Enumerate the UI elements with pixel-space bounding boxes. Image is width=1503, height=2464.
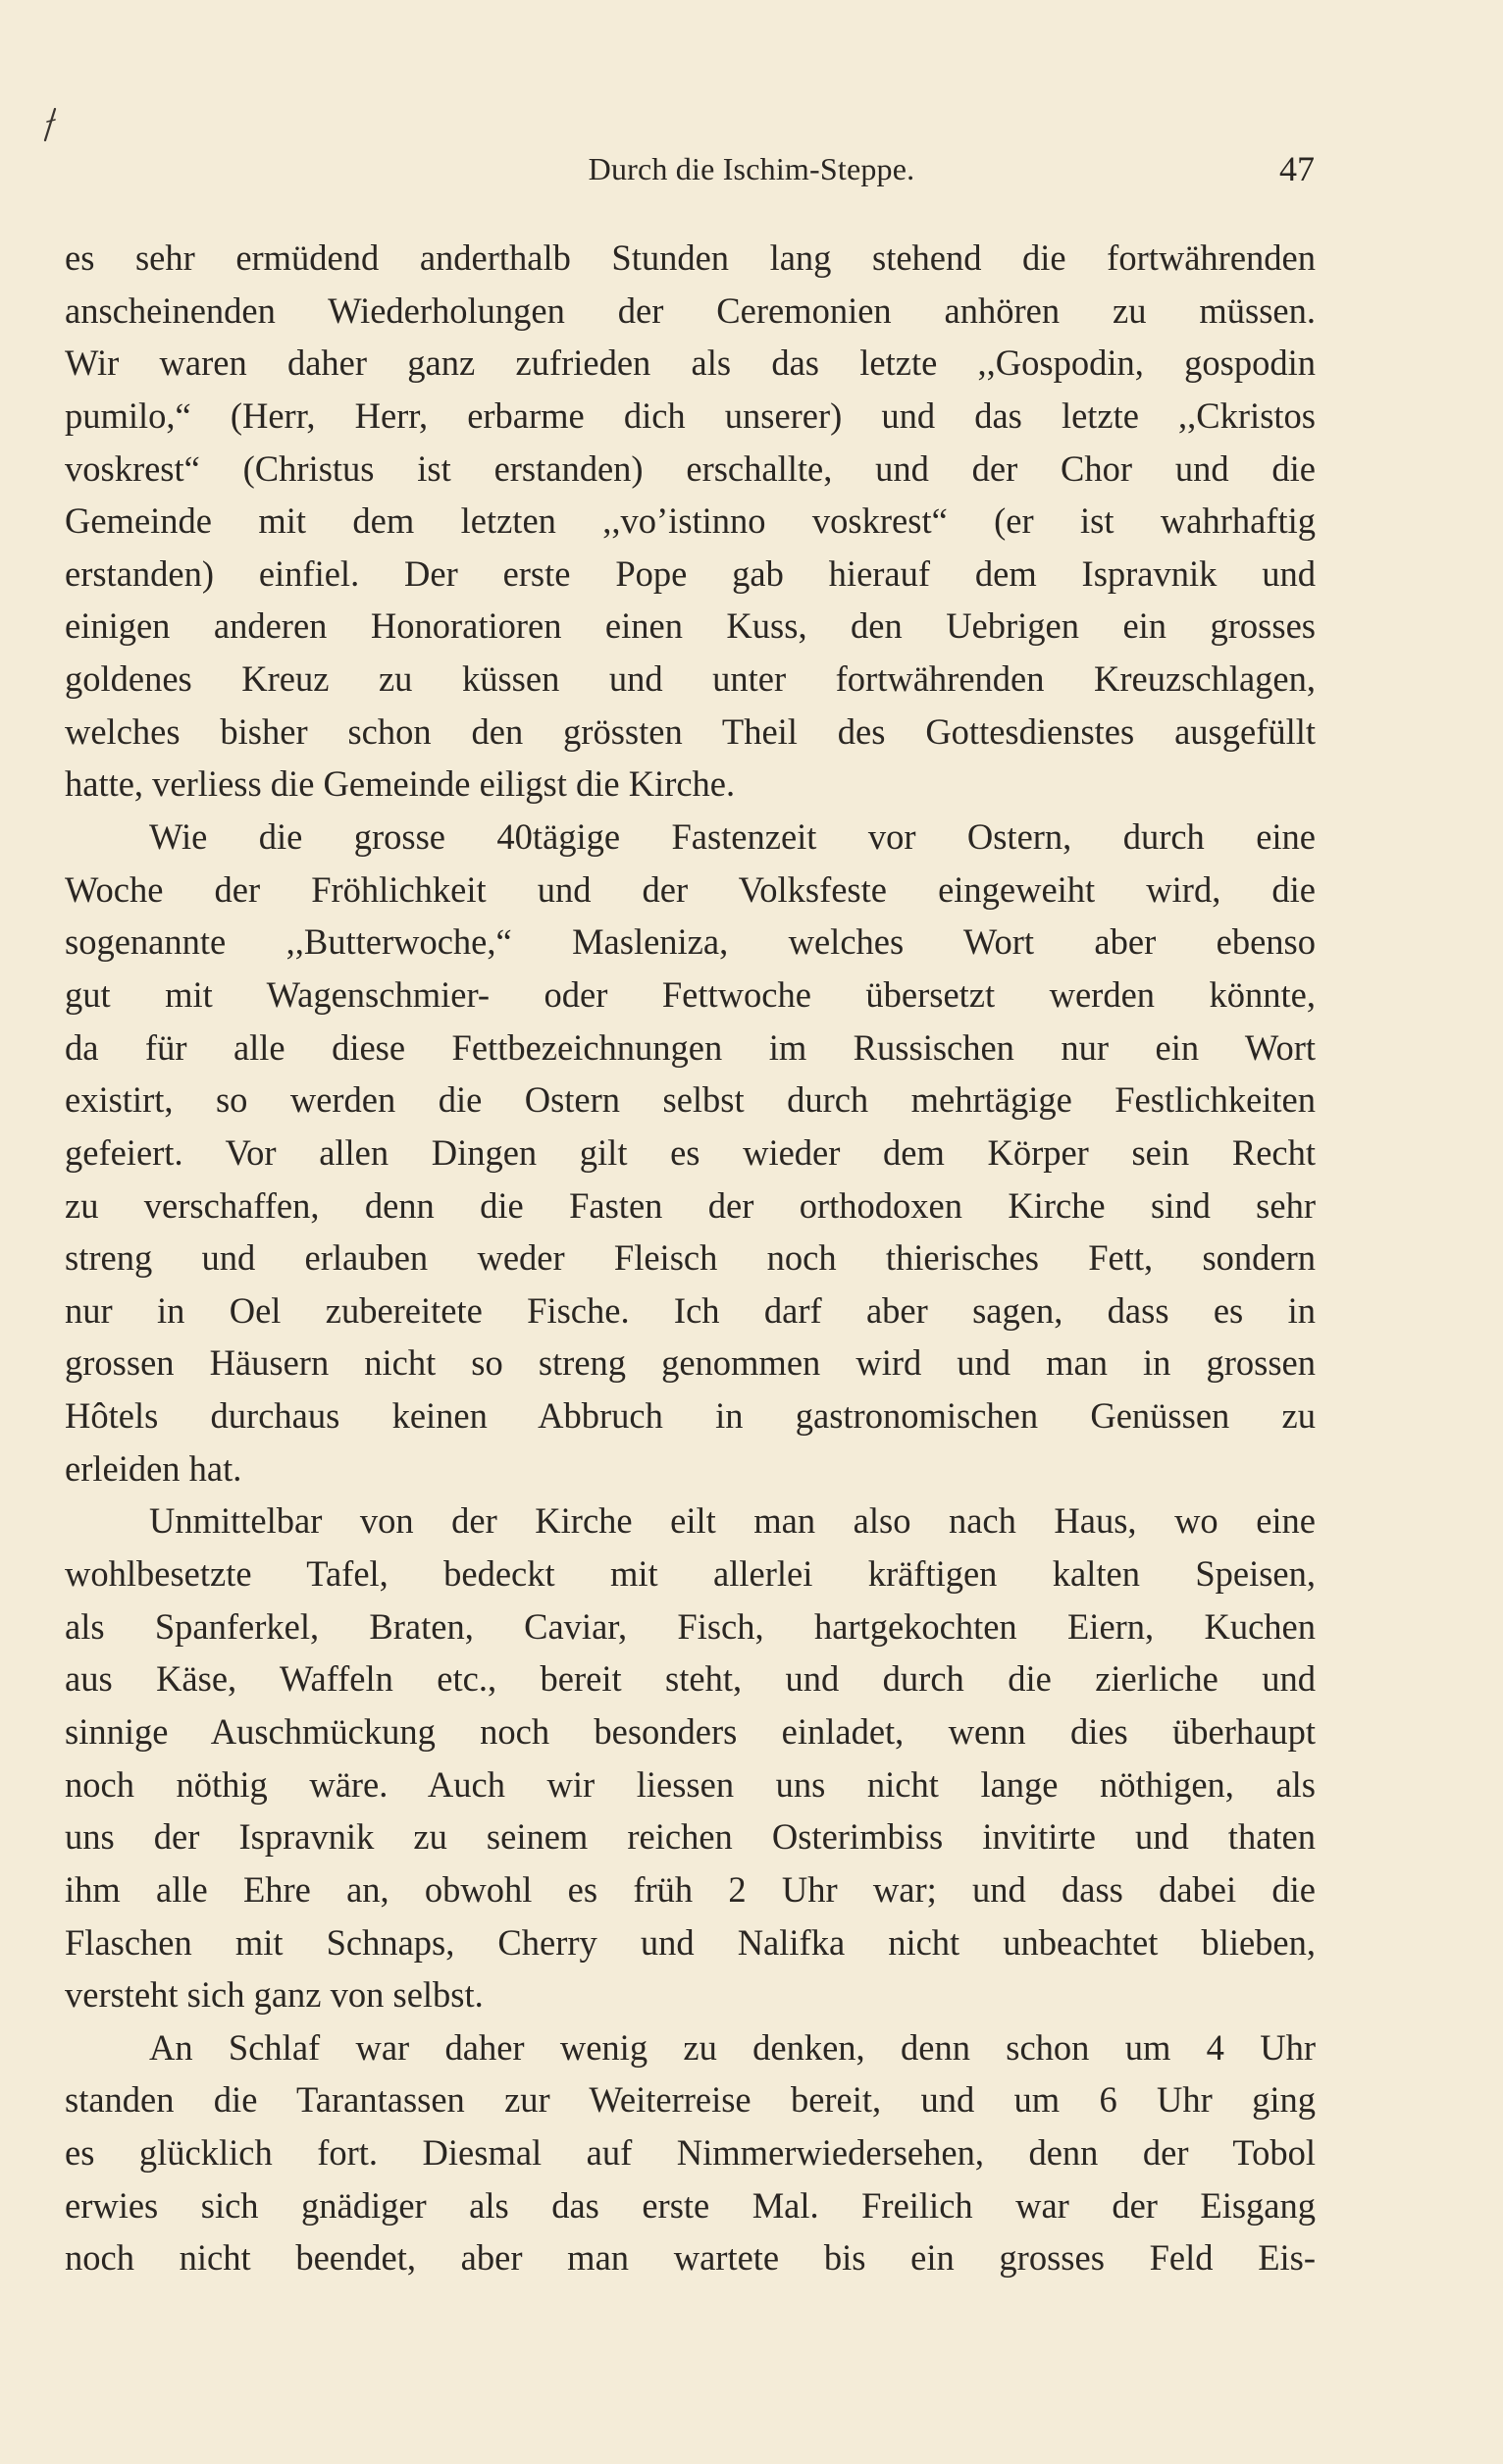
text-line: grossen Häusern nicht so streng genommen wird und man in grossen [65,1342,1316,1384]
text-line: es glücklich fort. Diesmal auf Nimmerwiedersehen, denn der Tobol [65,2132,1316,2174]
paragraph [65,232,1316,811]
text-line: goldenes Kreuz zu küssen und unter fortwährenden Kreuzschlagen, [65,658,1316,700]
text-line: anscheinenden Wiederholungen der Ceremonien anhören zu müssen. [65,289,1316,331]
text-line: aus Käse, Waffeln etc., bereit steht, und durch die zierliche und [65,1658,1316,1700]
text-line: erwies sich gnädiger als das erste Mal. Freilich war der Eisgang [65,2184,1316,2226]
running-head [0,147,1503,196]
text-line: versteht sich ganz von selbst. [65,1974,484,2016]
text-line: Flaschen mit Schnaps, Cherry und Nalifka nicht unbeachtet blieben, [65,1921,1316,1963]
text-line: sinnige Auschmückung noch besonders einladet, wenn dies überhaupt [65,1710,1316,1752]
paragraph [65,2021,1316,2284]
text-line: Woche der Fröhlichkeit und der Volksfeste eingeweiht wird, die [65,868,1316,910]
text-line: zu verschaffen, denn die Fasten der orthodoxen Kirche sind sehr [65,1184,1316,1226]
text-line: streng und erlauben weder Fleisch noch thierisches Fett, sondern [65,1237,1316,1279]
text-line: noch nicht beendet, aber man wartete bis ein grosses Feld Eis- [65,2237,1316,2279]
text-line: noch nöthig wäre. Auch wir liessen uns nicht lange nöthigen, als [65,1763,1316,1805]
text-line: wohlbesetzte Tafel, bedeckt mit allerlei kräftigen kalten Speisen, [65,1553,1316,1595]
paragraph [65,1494,1316,2020]
text-line: voskrest“ (Christus ist erstanden) erschallte, und der Chor und die [65,447,1316,489]
text-line: gut mit Wagenschmier- oder Fettwoche übersetzt werden könnte, [65,973,1316,1015]
text-line: ihm alle Ehre an, obwohl es früh 2 Uhr war; und dass dabei die [65,1868,1316,1910]
page-number: 47 [1279,149,1315,188]
text-line: Unmittelbar von der Kirche eilt man also nach Haus, wo eine [149,1500,1316,1542]
text-line: An Schlaf war daher wenig zu denken, denn schon um 4 Uhr [149,2026,1316,2068]
text-line: Wie die grosse 40tägige Fastenzeit vor Ostern, durch eine [149,816,1316,858]
text-line: Gemeinde mit dem letzten ,,vo’istinno voskrest“ (er ist wahrhaftig [65,500,1316,542]
text-line: erleiden hat. [65,1447,242,1489]
pencil-mark [43,108,57,141]
text-line: erstanden) einfiel. Der erste Pope gab hierauf dem Ispravnik und [65,552,1316,594]
text-line: Wir waren daher ganz zufrieden als das letzte ,,Gospodin, gospodin [65,342,1316,384]
text-line: einigen anderen Honoratioren einen Kuss, den Uebrigen ein grosses [65,605,1316,647]
text-line: als Spanferkel, Braten, Caviar, Fisch, hartgekochten Eiern, Kuchen [65,1605,1316,1647]
text-line: nur in Oel zubereitete Fische. Ich darf aber sagen, dass es in [65,1289,1316,1331]
body-text [65,232,1316,2284]
text-line: gefeiert. Vor allen Dingen gilt es wieder dem Körper sein Recht [65,1131,1316,1173]
text-line: uns der Ispravnik zu seinem reichen Osterimbiss invitirte und thaten [65,1816,1316,1858]
paragraph [65,811,1316,1494]
text-line: pumilo,“ (Herr, Herr, erbarme dich unserer) und das letzte ,,Ckristos [65,394,1316,436]
text-line: es sehr ermüdend anderthalb Stunden lang stehend die fortwährenden [65,237,1316,278]
text-line: sogenannte ,,Butterwoche,“ Masleniza, welches Wort aber ebenso [65,921,1316,963]
text-line: Hôtels durchaus keinen Abbruch in gastronomischen Genüssen zu [65,1395,1316,1437]
text-line: welches bisher schon den grössten Theil des Gottesdienstes ausgefüllt [65,710,1316,752]
text-line: existirt, so werden die Ostern selbst durch mehrtägige Festlichkeiten [65,1079,1316,1121]
text-line: standen die Tarantassen zur Weiterreise bereit, und um 6 Uhr ging [65,2079,1316,2121]
text-line: da für alle diese Fettbezeichnungen im Russischen nur ein Wort [65,1026,1316,1068]
text-line: hatte, verliess die Gemeinde eiligst die Kirche. [65,763,736,805]
running-title: Durch die Ischim-Steppe. [588,151,915,186]
